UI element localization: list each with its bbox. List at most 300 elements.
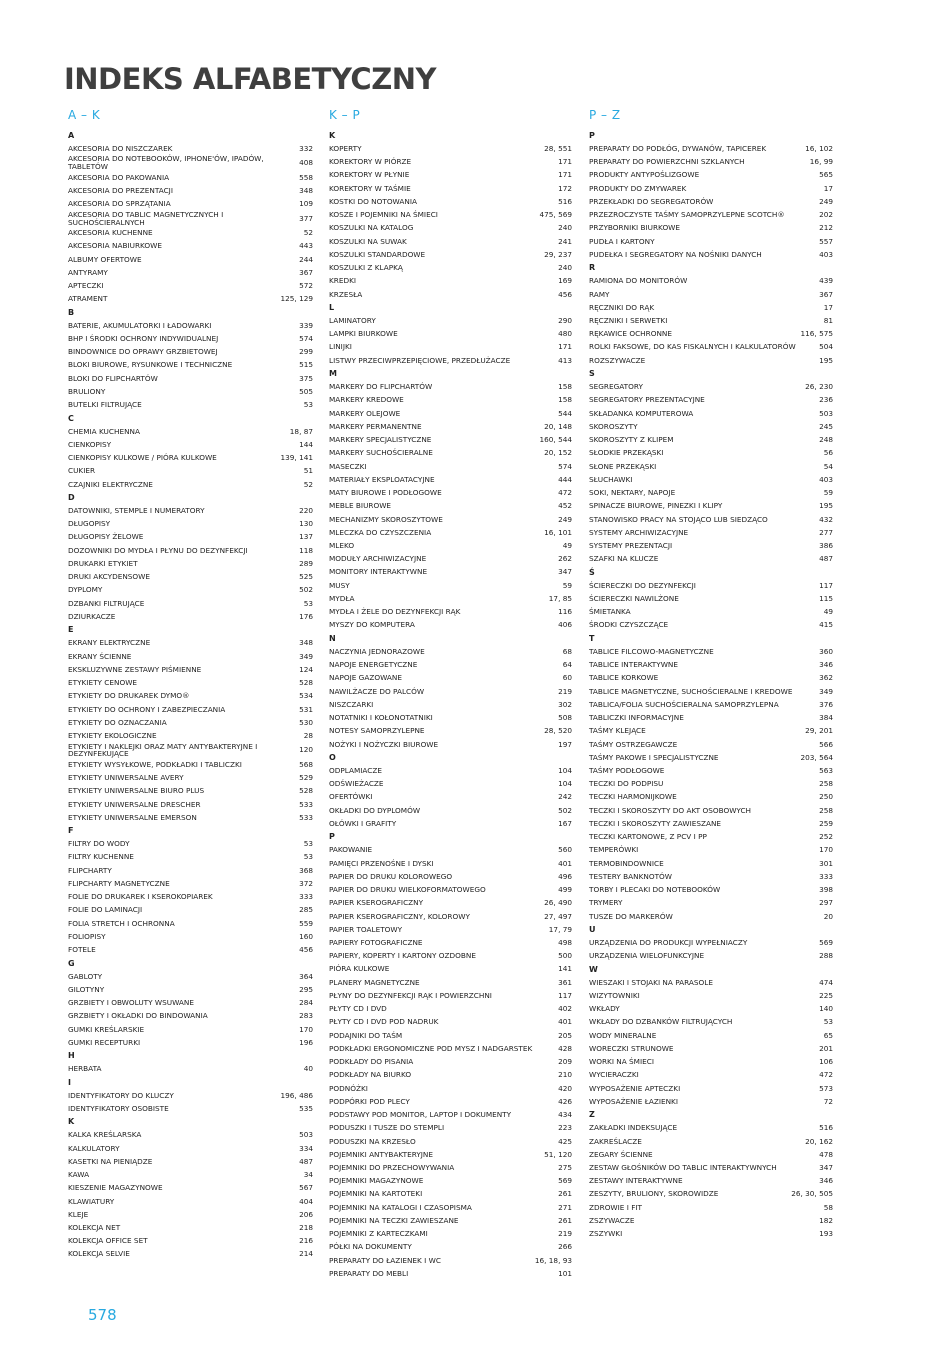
index-entry	[329, 1016, 572, 1029]
index-entry	[68, 266, 313, 279]
entry-pages: 125, 129	[280, 294, 313, 304]
index-entry	[68, 1142, 313, 1155]
letter-heading: T	[589, 633, 595, 643]
index-column-p-z	[589, 108, 833, 1241]
entry-label: RAMY	[589, 289, 610, 299]
index-entry	[589, 500, 833, 513]
entry-pages: 503	[299, 1130, 313, 1140]
entry-label: MONITORY INTERAKTYWNE	[329, 567, 428, 577]
entry-pages: 203, 564	[800, 752, 833, 762]
entry-pages: 502	[558, 805, 572, 815]
index-entry	[329, 248, 572, 261]
entry-label: RAMIONA DO MONITORÓW	[589, 276, 688, 286]
entry-label: TECZKI I SKOROSZYTY ZAWIESZANE	[589, 818, 722, 828]
index-entry	[329, 314, 572, 327]
entry-label: NAPOJE ENERGETYCZNE	[329, 660, 418, 670]
index-entry	[589, 407, 833, 420]
letter-group	[68, 306, 313, 412]
entry-pages: 124	[299, 664, 313, 674]
entry-label: TUSZE DO MARKERÓW	[589, 911, 673, 921]
entry-label: AKCESORIA DO PREZENTACJI	[68, 186, 173, 196]
entry-pages: 240	[558, 263, 572, 273]
entry-pages: 367	[819, 289, 833, 299]
entry-label: LAMPKI BIURKOWE	[329, 329, 398, 339]
entry-label: CIENKOPISY KULKOWE / PIÓRA KULKOWE	[68, 453, 217, 463]
letter-heading: B	[68, 307, 75, 317]
entry-label: FOLIE DO DRUKAREK I KSEROKOPIAREK	[68, 892, 213, 902]
index-entry	[589, 1069, 833, 1082]
entry-pages: 568	[299, 759, 313, 769]
entry-pages: 262	[558, 554, 572, 564]
index-entry	[329, 658, 572, 671]
index-entry	[589, 685, 833, 698]
entry-pages: 139, 141	[280, 453, 313, 463]
entry-label: SKOROSZYTY Z KLIPEM	[589, 435, 674, 445]
entry-label: ZSZYWACZE	[589, 1215, 635, 1225]
entry-label: KOSZULKI Z KLAPKĄ	[329, 263, 403, 273]
index-entry	[68, 465, 313, 478]
entry-label: KOPERTY	[329, 143, 362, 153]
entry-pages: 81	[823, 316, 833, 325]
entry-pages: 216	[299, 1236, 313, 1246]
entry-label: TABLICE FILCOWO-MAGNETYCZNE	[589, 646, 714, 656]
letter-group	[68, 1115, 313, 1261]
entry-pages: 117	[558, 990, 572, 1000]
entry-label: MARKERY OLEJOWE	[329, 408, 401, 418]
index-entry	[329, 486, 572, 499]
entry-pages: 220	[299, 506, 313, 515]
letter-heading: P	[589, 131, 595, 140]
entry-pages: 130	[299, 519, 313, 529]
index-entry	[589, 725, 833, 738]
entry-label: KASETKI NA PIENIĄDZE	[68, 1156, 153, 1166]
entry-label: KREDKI	[329, 276, 357, 286]
entry-pages: 504	[819, 342, 833, 352]
entry-label: ETYKIETY UNIWERSALNE EMERSON	[68, 812, 197, 822]
index-entry	[68, 758, 313, 771]
letter-heading: O	[329, 753, 336, 763]
index-entry	[589, 433, 833, 446]
entry-pages: 528	[299, 786, 313, 796]
index-entry	[329, 910, 572, 923]
entry-label: MYDŁA	[329, 593, 355, 603]
letter-heading: A	[68, 131, 75, 140]
entry-pages: 377	[299, 213, 313, 223]
entry-pages: 116	[558, 607, 572, 617]
entry-label: PRZEKŁADKI DO SEGREGATORÓW	[589, 196, 714, 206]
letter-group	[589, 1108, 833, 1240]
entry-pages: 214	[299, 1249, 313, 1259]
entry-pages: 508	[558, 713, 572, 723]
entry-pages: 403	[819, 474, 833, 484]
index-entry	[68, 785, 313, 798]
entry-pages: 480	[558, 329, 572, 339]
entry-label: PLANERY MAGNETYCZNE	[329, 977, 420, 987]
entry-label: KLEJE	[68, 1209, 89, 1219]
entry-pages: 288	[819, 951, 833, 961]
entry-pages: 420	[558, 1083, 572, 1093]
entry-pages: 375	[299, 373, 313, 383]
index-entry	[589, 989, 833, 1002]
index-entry	[68, 398, 313, 411]
index-entry	[68, 729, 313, 742]
entry-pages: 118	[299, 545, 313, 555]
entry-pages: 28	[303, 730, 313, 740]
entry-pages: 456	[299, 945, 313, 955]
letter-group	[329, 830, 572, 1280]
entry-pages: 205	[558, 1030, 572, 1040]
entry-label: LISTWY PRZECIWPRZEPIĘCIOWE, PRZEDŁUŻACZE	[329, 355, 511, 365]
index-entry	[329, 579, 572, 592]
index-entry	[589, 1082, 833, 1095]
index-entry	[329, 619, 572, 632]
index-entry	[589, 354, 833, 367]
index-entry	[589, 976, 833, 989]
entry-pages: 333	[299, 892, 313, 902]
entry-pages: 219	[558, 686, 572, 696]
index-entry	[329, 963, 572, 976]
index-entry	[329, 950, 572, 963]
index-entry	[329, 500, 572, 513]
entry-pages: 16, 102	[805, 143, 833, 153]
entry-pages: 406	[558, 620, 572, 630]
index-entry	[68, 345, 313, 358]
entry-pages: 434	[558, 1110, 572, 1120]
entry-pages: 51	[303, 466, 313, 476]
entry-label: TECZKI HARMONIJKOWE	[589, 792, 677, 802]
entry-pages: 249	[558, 514, 572, 524]
entry-label: FILTRY DO WODY	[68, 839, 130, 849]
entry-label: OKŁADKI DO DYPLOMÓW	[329, 805, 421, 815]
index-entry	[589, 777, 833, 790]
entry-pages: 26, 230	[805, 382, 833, 392]
index-entry	[589, 288, 833, 301]
entry-pages: 360	[819, 646, 833, 656]
entry-pages: 348	[299, 186, 313, 196]
index-entry	[589, 645, 833, 658]
index-entry	[589, 553, 833, 566]
entry-pages: 573	[819, 1083, 833, 1093]
index-entry	[68, 703, 313, 716]
letter-heading: W	[589, 964, 598, 974]
index-entry	[68, 451, 313, 464]
index-entry	[68, 184, 313, 197]
entry-label: LAMINATORY	[329, 316, 376, 325]
entry-label: CUKIER	[68, 466, 96, 476]
entry-label: TAŚMY PODŁOGOWE	[589, 765, 665, 775]
entry-pages: 202	[819, 210, 833, 220]
entry-label: KOSTKI DO NOTOWANIA	[329, 196, 417, 206]
index-entry	[329, 1241, 572, 1254]
entry-pages: 362	[819, 673, 833, 683]
index-entry	[589, 1188, 833, 1201]
entry-pages: 258	[819, 779, 833, 789]
entry-label: POJEMNIKI NA TECZKI ZAWIESZANE	[329, 1215, 459, 1225]
letter-group	[589, 566, 833, 632]
entry-label: URZĄDZENIA WIELOFUNKCYJNE	[589, 951, 705, 961]
index-entry	[329, 883, 572, 896]
entry-pages: 18, 87	[289, 426, 313, 436]
entry-pages: 49	[823, 607, 833, 617]
entry-pages: 258	[819, 805, 833, 815]
entry-pages: 223	[558, 1123, 572, 1133]
index-entry	[329, 592, 572, 605]
index-entry	[68, 716, 313, 729]
entry-label: LINIJKI	[329, 342, 352, 352]
entry-label: TRYMERY	[589, 898, 623, 908]
entry-label: POJEMNIKI NA KATALOGI I CZASOPISMA	[329, 1202, 472, 1212]
entry-label: FOTELE	[68, 945, 96, 955]
entry-pages: 289	[299, 558, 313, 568]
entry-pages: 196, 486	[280, 1090, 313, 1100]
entry-label: ATRAMENT	[68, 294, 108, 304]
column-body	[589, 129, 833, 1241]
entry-pages: 170	[819, 845, 833, 855]
index-entry	[329, 989, 572, 1002]
index-entry	[68, 504, 313, 517]
entry-pages: 516	[819, 1123, 833, 1133]
column-heading: A – K	[68, 108, 101, 122]
entry-label: KOLEKCJA SELVIE	[68, 1249, 130, 1259]
entry-pages: 17	[823, 302, 833, 312]
letter-group	[589, 261, 833, 367]
letter-group	[589, 367, 833, 566]
entry-label: KOSZE I POJEMNIKI NA ŚMIECI	[329, 210, 438, 220]
entry-label: AKCESORIA DO PAKOWANIA	[68, 172, 170, 182]
index-entry	[589, 605, 833, 618]
entry-pages: 53	[303, 839, 313, 849]
letter-heading: N	[329, 633, 336, 643]
entry-pages: 368	[299, 865, 313, 875]
index-entry	[329, 1201, 572, 1214]
letter-heading: F	[68, 826, 74, 836]
entry-pages: 425	[558, 1136, 572, 1146]
index-entry	[68, 904, 313, 917]
entry-label: GRZBIETY I OKŁADKI DO BINDOWANIA	[68, 1011, 208, 1021]
entry-pages: 236	[819, 395, 833, 405]
index-entry	[68, 771, 313, 784]
index-entry	[589, 844, 833, 857]
index-entry	[68, 743, 313, 759]
entry-label: IDENTYFIKATORY DO KLUCZY	[68, 1090, 174, 1100]
entry-label: PIÓRA KULKOWE	[329, 964, 390, 974]
entry-pages: 242	[558, 792, 572, 802]
index-entry	[589, 711, 833, 724]
entry-pages: 347	[558, 567, 572, 577]
index-entry	[68, 478, 313, 491]
column-heading: K – P	[329, 108, 361, 122]
entry-pages: 34	[303, 1170, 313, 1180]
index-entry	[68, 544, 313, 557]
column-body	[329, 129, 572, 1280]
index-entry	[68, 1182, 313, 1195]
entry-label: ZAKREŚLACZE	[589, 1136, 642, 1146]
index-entry	[68, 610, 313, 623]
index-entry	[589, 1161, 833, 1174]
entry-label: PAPIER DO DRUKU WIELKOFORMATOWEGO	[329, 885, 486, 895]
entry-pages: 117	[819, 580, 833, 590]
entry-label: BUTELKI FILTRUJĄCE	[68, 400, 142, 410]
entry-pages: 398	[819, 885, 833, 895]
entry-label: PODKŁADY NA BIURKO	[329, 1070, 412, 1080]
entry-pages: 252	[819, 832, 833, 842]
entry-label: PŁYTY CD I DVD	[329, 1004, 387, 1014]
entry-label: EKRANY ELEKTRYCZNE	[68, 638, 151, 648]
index-entry	[589, 394, 833, 407]
entry-pages: 498	[558, 938, 572, 948]
index-entry	[68, 1155, 313, 1168]
index-entry	[329, 1188, 572, 1201]
entry-label: KOREKTORY W PIÓRZE	[329, 157, 412, 167]
entry-pages: 334	[299, 1143, 313, 1153]
index-entry	[329, 155, 572, 168]
index-entry	[329, 1069, 572, 1082]
entry-label: MEBLE BIUROWE	[329, 501, 392, 511]
entry-label: PODAJNIKI DO TAŚM	[329, 1030, 403, 1040]
entry-label: ZESTAWY INTERAKTYWNE	[589, 1176, 683, 1186]
letter-heading: Ś	[589, 567, 595, 577]
entry-pages: 169	[558, 276, 572, 286]
index-entry	[589, 222, 833, 235]
entry-pages: 40	[303, 1064, 313, 1074]
entry-label: TERMOBINDOWNICE	[589, 858, 664, 868]
index-entry	[68, 1023, 313, 1036]
letter-group	[329, 367, 572, 632]
entry-label: ZAKŁADKI INDEKSUJĄCE	[589, 1123, 678, 1133]
index-entry	[589, 275, 833, 288]
entry-label: PAPIERY FOTOGRAFICZNE	[329, 938, 423, 948]
entry-pages: 503	[819, 408, 833, 418]
entry-label: FILTRY KUCHENNE	[68, 852, 134, 862]
entry-pages: 531	[299, 704, 313, 714]
entry-label: ETYKIETY UNIWERSALNE AVERY	[68, 773, 184, 783]
index-entry	[329, 764, 572, 777]
index-entry	[589, 169, 833, 182]
entry-label: FLIPCHARTY MAGNETYCZNE	[68, 878, 170, 888]
entry-label: PAPIERY, KOPERTY I KARTONY OZDOBNE	[329, 951, 476, 961]
index-entry	[68, 1195, 313, 1208]
entry-label: ROLKI FAKSOWE, DO KAS FISKALNYCH I KALKULATORÓW	[589, 342, 796, 352]
entry-label: PUDŁA I KARTONY	[589, 236, 655, 246]
entry-pages: 474	[819, 977, 833, 987]
entry-label: POJEMNIKI NA KARTOTEKI	[329, 1189, 423, 1199]
entry-pages: 115	[819, 593, 833, 603]
entry-pages: 572	[299, 281, 313, 291]
entry-label: PODKŁADY DO PISANIA	[329, 1057, 414, 1067]
index-entry	[589, 195, 833, 208]
entry-pages: 560	[558, 845, 572, 855]
entry-label: ETYKIETY DO DRUKAREK DYMO®	[68, 691, 190, 701]
entry-pages: 160	[299, 931, 313, 941]
entry-pages: 137	[299, 532, 313, 542]
entry-pages: 384	[819, 713, 833, 723]
index-entry	[68, 372, 313, 385]
letter-heading: I	[68, 1077, 71, 1087]
entry-pages: 29, 201	[805, 726, 833, 736]
entry-pages: 261	[558, 1215, 572, 1225]
entry-pages: 339	[299, 320, 313, 330]
entry-label: WKŁADY	[589, 1004, 620, 1014]
entry-pages: 201	[819, 1043, 833, 1053]
index-entry	[68, 676, 313, 689]
index-entry	[68, 584, 313, 597]
letter-group	[68, 957, 313, 1050]
index-entry	[329, 1214, 572, 1227]
index-entry	[68, 142, 313, 155]
entry-pages: 487	[819, 554, 833, 564]
index-entry	[589, 883, 833, 896]
entry-label: PŁYNY DO DEZYNFEKCJI RĄK I POWIERZCHNI	[329, 990, 492, 1000]
index-entry	[68, 293, 313, 306]
letter-group	[68, 412, 313, 491]
entry-label: KALKA KREŚLARSKA	[68, 1130, 142, 1140]
index-entry	[329, 1254, 572, 1267]
entry-pages: 349	[819, 686, 833, 696]
index-entry	[589, 486, 833, 499]
entry-label: AKCESORIA DO TABLIC MAGNETYCZNYCH I SUCHOŚCIERALNYCH	[68, 209, 224, 227]
entry-label: DATOWNIKI, STEMPLE I NUMERATORY	[68, 506, 205, 515]
entry-label: TABLICE MAGNETYCZNE, SUCHOŚCIERALNE I KREDOWE	[589, 686, 793, 696]
entry-label: SKŁADANKA KOMPUTEROWA	[589, 408, 694, 418]
entry-pages: 16, 99	[809, 157, 833, 167]
entry-pages: 530	[299, 717, 313, 727]
entry-label: TABLICZKI INFORMACYJNE	[589, 713, 684, 723]
entry-label: TAŚMY KLEJĄCE	[589, 726, 646, 736]
entry-pages: 558	[299, 172, 313, 182]
entry-label: ANTYRAMY	[68, 267, 108, 277]
entry-pages: 403	[819, 249, 833, 259]
index-entry	[68, 1208, 313, 1221]
index-entry	[329, 1227, 572, 1240]
entry-pages: 51, 120	[544, 1149, 572, 1159]
index-entry	[589, 804, 833, 817]
entry-pages: 196	[299, 1037, 313, 1047]
index-entry	[329, 1002, 572, 1015]
entry-label: FOLIOPISY	[68, 931, 106, 941]
entry-label: PRODUKTY DO ZMYWAREK	[589, 183, 687, 193]
entry-label: MARKERY SPECJALISTYCZNE	[329, 435, 432, 445]
entry-label: TABLICE KORKOWE	[589, 673, 659, 683]
index-entry	[329, 1108, 572, 1121]
index-entry	[68, 1062, 313, 1075]
entry-pages: 533	[299, 799, 313, 809]
index-entry	[329, 288, 572, 301]
entry-pages: 346	[819, 660, 833, 670]
entry-label: WIESZAKI I STOJAKI NA PARASOLE	[589, 977, 713, 987]
entry-pages: 364	[299, 971, 313, 981]
index-entry	[68, 983, 313, 996]
entry-pages: 275	[558, 1163, 572, 1172]
entry-label: KOREKTORY W TAŚMIE	[329, 183, 411, 193]
entry-pages: 261	[558, 1189, 572, 1199]
entry-label: NOTATNIKI I KOŁONOTATNIKI	[329, 713, 433, 723]
entry-pages: 210	[558, 1070, 572, 1080]
entry-label: TORBY I PLECAKI DO NOTEBOOKÓW	[589, 885, 721, 895]
entry-pages: 404	[299, 1196, 313, 1206]
entry-pages: 104	[558, 765, 572, 775]
entry-label: EKSKLUZYWNE ZESTAWY PIŚMIENNE	[68, 664, 202, 674]
entry-label: NOTESY SAMOPRZYLEPNE	[329, 726, 425, 736]
index-entry	[589, 473, 833, 486]
entry-label: PUDEŁKA I SEGREGATORY NA NOŚNIKI DANYCH	[589, 249, 762, 259]
entry-pages: 525	[299, 572, 313, 582]
index-entry	[329, 1055, 572, 1068]
entry-label: PODUSZKI I TUSZE DO STEMPLI	[329, 1123, 445, 1133]
entry-pages: 65	[823, 1030, 833, 1040]
entry-label: BATERIE, AKUMULATORKI I ŁADOWARKI	[68, 320, 212, 330]
entry-label: KOLEKCJA OFFICE SET	[68, 1236, 148, 1246]
entry-label: MARKERY PERMANENTNE	[329, 421, 422, 431]
